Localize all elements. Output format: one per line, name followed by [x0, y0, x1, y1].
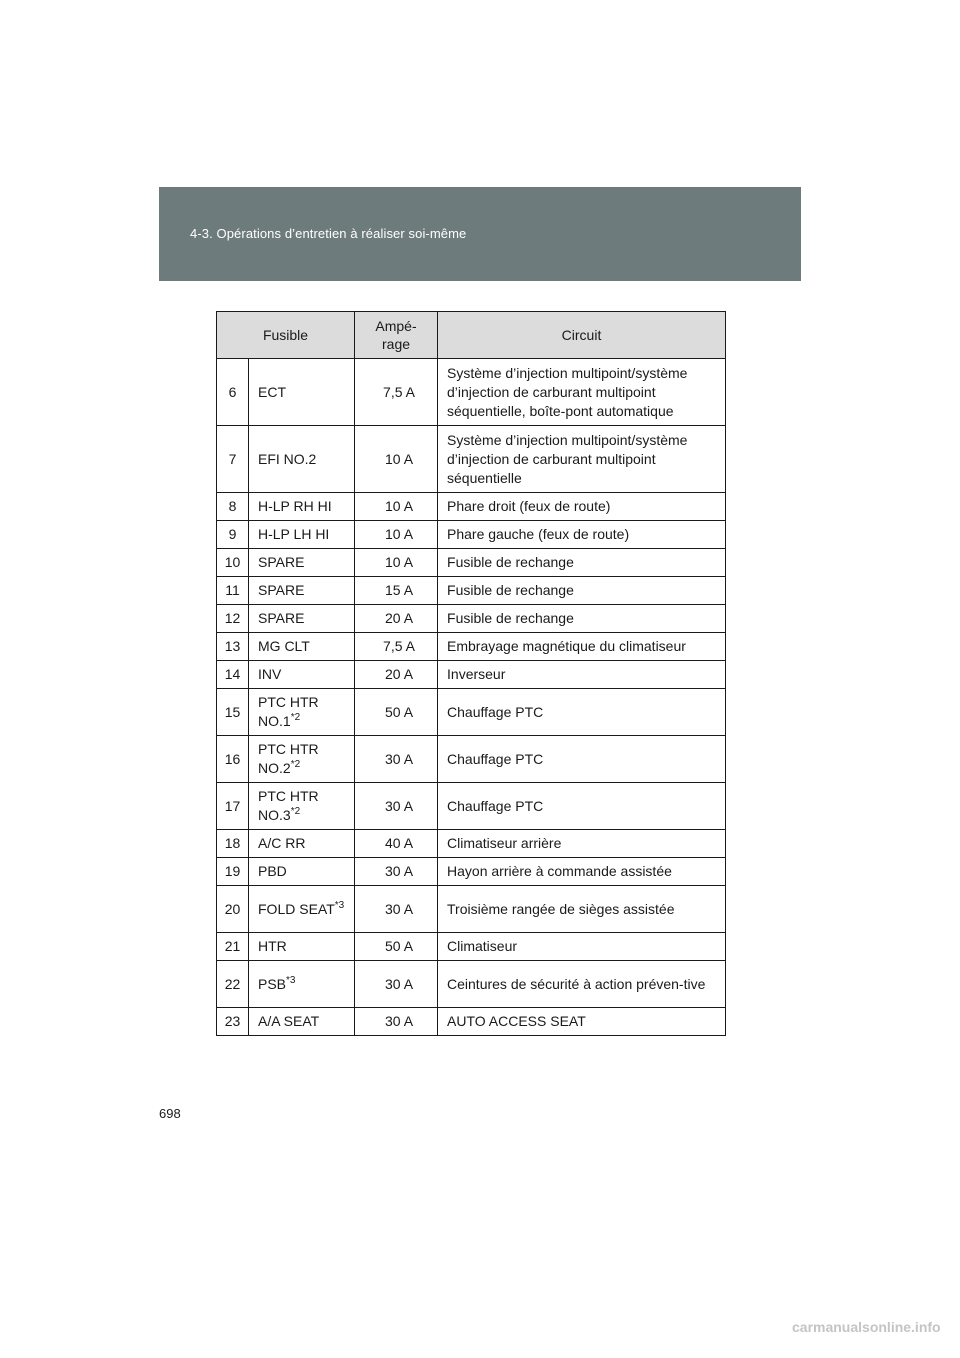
- fuse-name-text: SPARE: [258, 610, 305, 626]
- fuse-circuit: Hayon arrière à commande assistée: [438, 858, 726, 886]
- fuse-name-text: EFI NO.2: [258, 450, 317, 467]
- table-row: [217, 549, 726, 577]
- fuse-number: 11: [217, 577, 249, 605]
- table-row: [217, 577, 726, 605]
- table-row: [217, 858, 726, 886]
- footnote-ref: *2: [290, 806, 301, 817]
- fuse-name-text: SPARE: [258, 554, 305, 570]
- fuse-name-text: H-LP RH HI: [258, 498, 332, 514]
- fuse-number: 14: [217, 661, 249, 689]
- fuse-circuit: Climatiseur: [438, 933, 726, 961]
- fuse-name: [249, 633, 355, 661]
- fuse-amperage: 30 A: [355, 1008, 438, 1036]
- fuse-name: [249, 359, 355, 426]
- table-row: [217, 689, 726, 736]
- fuse-number: 17: [217, 783, 249, 830]
- fuse-name: [249, 858, 355, 886]
- fuse-amperage: 30 A: [355, 736, 438, 783]
- fuse-name-text: MG CLT: [258, 638, 310, 654]
- fuse-circuit: Phare gauche (feux de route): [438, 521, 726, 549]
- fuse-amperage: 20 A: [355, 661, 438, 689]
- fuse-name: [249, 549, 355, 577]
- fuse-name: [249, 689, 355, 736]
- fuse-amperage: 7,5 A: [355, 359, 438, 426]
- table-header-row: [217, 312, 726, 359]
- fuse-amperage: 10 A: [355, 521, 438, 549]
- fuse-circuit: Climatiseur arrière: [438, 830, 726, 858]
- fuse-amperage: 7,5 A: [355, 633, 438, 661]
- fuse-amperage: 30 A: [355, 886, 438, 933]
- fuse-table: [216, 311, 726, 1036]
- fuse-circuit: Système d’injection multipoint/système d’injection de carburant multipoint séquentielle: [438, 426, 726, 493]
- footnote-ref: *3: [286, 974, 296, 986]
- fuse-number: 21: [217, 933, 249, 961]
- fuse-name-text: HTR: [258, 938, 287, 954]
- fuse-number: 8: [217, 493, 249, 521]
- table-row: [217, 736, 726, 783]
- fuse-name: [249, 830, 355, 858]
- fuse-name: [249, 605, 355, 633]
- fuse-number: 19: [217, 858, 249, 886]
- fuse-circuit: Fusible de rechange: [438, 577, 726, 605]
- table-row: [217, 521, 726, 549]
- fuse-amperage: 10 A: [355, 493, 438, 521]
- watermark: carmanualsonline.info: [792, 1319, 941, 1335]
- table-row: [217, 359, 726, 426]
- table-row: [217, 605, 726, 633]
- table-row: [217, 783, 726, 830]
- fuse-name-text: PTC HTR NO.2: [258, 741, 319, 776]
- fuse-amperage: 30 A: [355, 961, 438, 1008]
- fuse-name: [249, 661, 355, 689]
- fuse-circuit: AUTO ACCESS SEAT: [438, 1008, 726, 1036]
- fuse-number: 20: [217, 886, 249, 933]
- fuse-circuit: Phare droit (feux de route): [438, 493, 726, 521]
- fuse-name-text: FOLD SEAT: [258, 900, 335, 917]
- fuse-circuit: Chauffage PTC: [438, 783, 726, 830]
- fuse-amperage: 30 A: [355, 858, 438, 886]
- fuse-number: 15: [217, 689, 249, 736]
- fuse-circuit: Inverseur: [438, 661, 726, 689]
- fuse-circuit: Troisième rangée de sièges assistée: [438, 886, 726, 933]
- fuse-amperage: 20 A: [355, 605, 438, 633]
- table-row: [217, 633, 726, 661]
- fuse-circuit: Chauffage PTC: [438, 736, 726, 783]
- fuse-name: [249, 577, 355, 605]
- section-header-band: [159, 187, 801, 281]
- fuse-name-text: PBD: [258, 863, 287, 879]
- fuse-number: 12: [217, 605, 249, 633]
- fuse-amperage: 40 A: [355, 830, 438, 858]
- fuse-circuit: Fusible de rechange: [438, 549, 726, 577]
- fuse-name-text: SPARE: [258, 582, 305, 598]
- fuse-name-text: PTC HTR NO.3: [258, 788, 319, 823]
- fuse-amperage: 50 A: [355, 933, 438, 961]
- fuse-name-text: PTC HTR NO.1: [258, 694, 319, 729]
- table-row: [217, 426, 726, 493]
- fuse-number: 16: [217, 736, 249, 783]
- table-row: [217, 933, 726, 961]
- fuse-name: [249, 783, 355, 830]
- fuse-amperage: 10 A: [355, 549, 438, 577]
- table-row: [217, 886, 726, 933]
- fuse-name: [249, 521, 355, 549]
- fuse-name-text: PSB: [258, 975, 287, 992]
- header-amperage: [355, 312, 438, 359]
- fuse-table-body: [217, 359, 726, 1036]
- fuse-circuit: Système d’injection multipoint/système d’injection de carburant multipoint séquentielle, boîte-pont automatique: [438, 359, 726, 426]
- fuse-name: [249, 886, 355, 933]
- table-row: [217, 961, 726, 1008]
- fuse-name: [249, 933, 355, 961]
- fuse-number: 10: [217, 549, 249, 577]
- fuse-circuit: Fusible de rechange: [438, 605, 726, 633]
- fuse-amperage: 50 A: [355, 689, 438, 736]
- fuse-number: 23: [217, 1008, 249, 1036]
- fuse-amperage: 15 A: [355, 577, 438, 605]
- table-row: [217, 1008, 726, 1036]
- table-row: [217, 830, 726, 858]
- fuse-name: [249, 736, 355, 783]
- fuse-amperage: 10 A: [355, 426, 438, 493]
- fuse-number: 13: [217, 633, 249, 661]
- fuse-name: [249, 961, 355, 1008]
- fuse-name: [249, 1008, 355, 1036]
- fuse-name-text: A/C RR: [258, 835, 306, 851]
- section-title: 4-3. Opérations d’entretien à réaliser soi-même: [190, 226, 467, 241]
- fuse-number: 6: [217, 359, 249, 426]
- fuse-circuit: Chauffage PTC: [438, 689, 726, 736]
- header-fuse: Fusible: [217, 312, 355, 359]
- table-row: [217, 661, 726, 689]
- fuse-number: 22: [217, 961, 249, 1008]
- fuse-circuit: Ceintures de sécurité à action préven-tive: [438, 961, 726, 1008]
- footnote-ref: *2: [290, 759, 301, 770]
- footnote-ref: *2: [290, 712, 301, 723]
- fuse-name: [249, 426, 355, 493]
- header-amperage-text: Ampé- rage: [375, 318, 417, 352]
- fuse-name-text: A/A SEAT: [258, 1013, 320, 1029]
- fuse-number: 9: [217, 521, 249, 549]
- fuse-circuit: Embrayage magnétique du climatiseur: [438, 633, 726, 661]
- fuse-name: [249, 493, 355, 521]
- fuse-amperage: 30 A: [355, 783, 438, 830]
- fuse-name-text: H-LP LH HI: [258, 526, 330, 542]
- footnote-ref: *3: [334, 899, 345, 911]
- page-number: 698: [159, 1106, 181, 1121]
- fuse-number: 7: [217, 426, 249, 493]
- fuse-number: 18: [217, 830, 249, 858]
- fuse-name-text: INV: [258, 666, 282, 682]
- fuse-name-text: ECT: [258, 383, 286, 400]
- header-circuit: Circuit: [438, 312, 726, 359]
- table-row: [217, 493, 726, 521]
